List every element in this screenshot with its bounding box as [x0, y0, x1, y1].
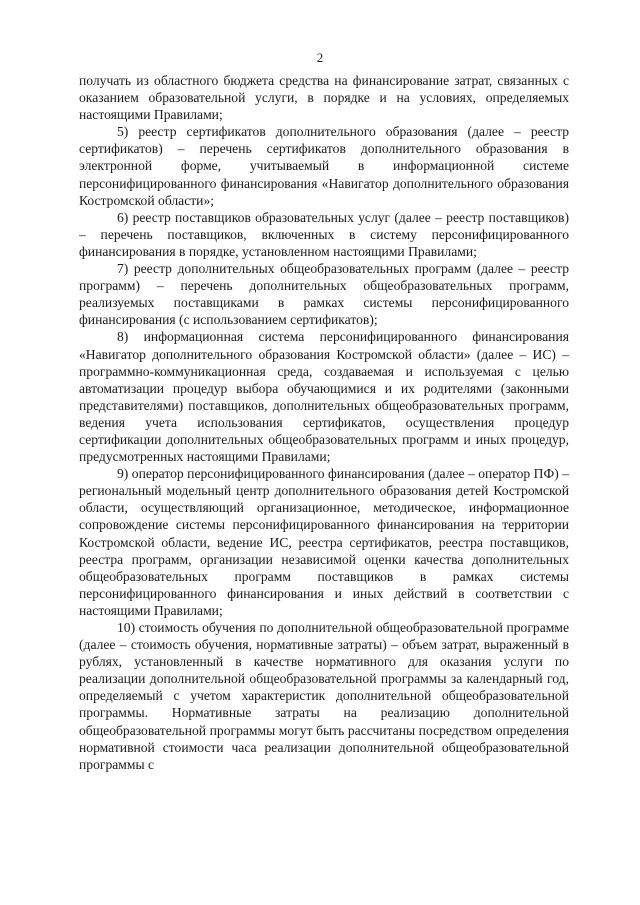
- paragraph-information-system: 8) информационная система персонифицированного финансирования «Навигатор дополнительного образования Костромской области» (далее – ИС) – программно-коммуникационная среда, создаваемая и используемая с целью автоматизации процедур выбора обучающимися и их родителями (законными представителями) поставщиков, дополнительных общеобразовательных программ, ведения учета использования сертификатов, осуществления процедур сертификации дополнительных общеобразовательных программ и иных процедур, предусмотренных настоящими Правилами;: [79, 329, 569, 465]
- paragraph-pf-operator: 9) оператор персонифицированного финансирования (далее – оператор ПФ) – региональный модельный центр дополнительного образования детей Костромской области, осуществляющий организационное, методическое, информационное сопровождение системы персонифицированного финансирования на территории Костромской области, ведение ИС, реестра сертификатов, реестра поставщиков, реестра программ, организации независимой оценки качества дополнительных общеобразовательных программ поставщиков в рамках системы персонифицированного финансирования и иных действий в соответствии с настоящими Правилами;: [79, 466, 569, 618]
- paragraph-definition-continuation: получать из областного бюджета средства на финансирование затрат, связанных с оказанием образовательной услуги, в порядке и на условиях, определяемых настоящими Правилами;: [79, 73, 569, 123]
- page-number: 2: [316, 50, 324, 65]
- paragraph-program-registry: 7) реестр дополнительных общеобразовательных программ (далее – реестр программ) – перечень дополнительных общеобразовательных программ, реализуемых поставщиками в рамках системы персонифицированного финансирования (с использованием сертификатов);: [79, 261, 569, 328]
- paragraph-training-cost: 10) стоимость обучения по дополнительной общеобразовательной программе (далее – стоимость обучения, нормативные затраты) – объем затрат, выраженный в рублях, установленный в качестве нормативного для оказания услуги по реализации дополнительной общеобразовательной программы за календарный год, определяемый с учетом характеристик дополнительной общеобразовательной программы. Нормативные затраты на реализацию дополнительной общеобразовательной программы могут быть рассчитаны посредством определения нормативной стоимости часа реализации дополнительной общеобразовательной программы с: [79, 620, 569, 772]
- paragraph-provider-registry: 6) реестр поставщиков образовательных услуг (далее – реестр поставщиков) – перечень поставщиков, включенных в систему персонифицированного финансирования в порядке, установленном настоящими Правилами;: [79, 209, 569, 259]
- paragraph-certificate-registry: 5) реестр сертификатов дополнительного образования (далее – реестр сертификатов) – перечень сертификатов дополнительного образования в электронной форме, учитываемый в информационной системе персонифицированного финансирования «Навигатор дополнительного образования Костромской области»;: [79, 124, 569, 208]
- document-body: [79, 72, 569, 773]
